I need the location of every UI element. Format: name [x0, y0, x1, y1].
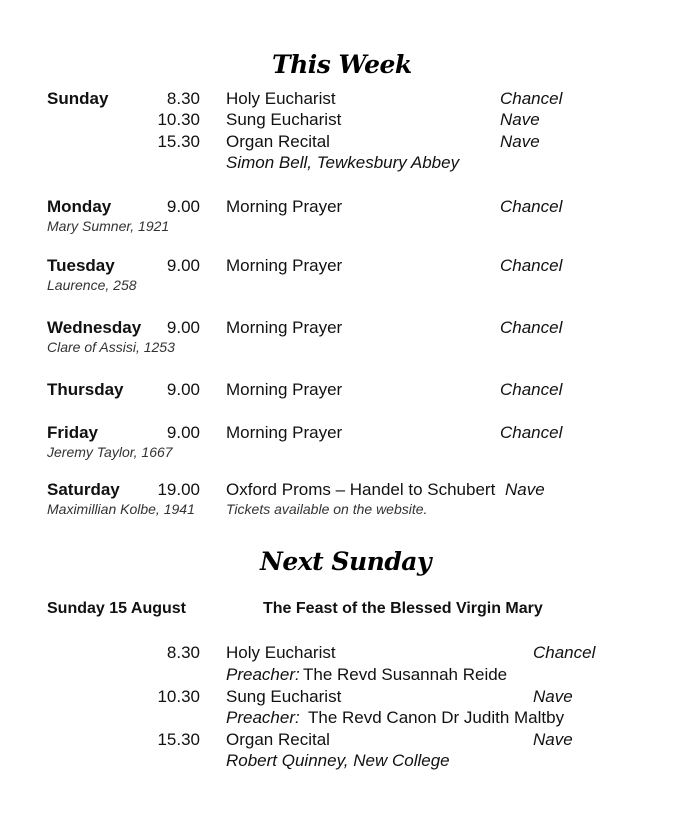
service-title: Morning Prayer	[226, 256, 343, 275]
service-location: Chancel	[500, 197, 563, 216]
day-label-monday: Monday	[47, 197, 112, 216]
service-time: 8.30	[166, 643, 200, 662]
feast-title: The Feast of the Blessed Virgin Mary	[263, 600, 543, 617]
day-label-thursday: Thursday	[47, 380, 124, 399]
preacher-label: Preacher:	[226, 665, 300, 684]
service-time: 8.30	[166, 89, 200, 108]
performer-note: Simon Bell, Tewkesbury Abbey	[226, 153, 460, 172]
service-location: Chancel	[533, 643, 596, 662]
service-title: Morning Prayer	[226, 318, 343, 337]
service-title: Holy Eucharist	[226, 643, 336, 662]
service-time: 19.00	[157, 480, 200, 499]
tickets-note: Tickets available on the website.	[226, 501, 428, 517]
service-time: 10.30	[157, 687, 200, 706]
service-location: Nave	[533, 730, 573, 749]
commemoration: Mary Sumner, 1921	[47, 218, 170, 234]
service-title: Oxford Proms – Handel to Schubert	[226, 480, 496, 499]
day-label-wednesday: Wednesday	[47, 318, 142, 337]
service-title: Sung Eucharist	[226, 110, 342, 129]
commemoration: Maximillian Kolbe, 1941	[47, 501, 195, 517]
performer-note: Robert Quinney, New College	[226, 751, 450, 770]
service-location: Nave	[500, 110, 540, 129]
this-week-heading: This Week	[272, 50, 412, 79]
service-location: Chancel	[500, 318, 563, 337]
service-time: 9.00	[166, 380, 200, 399]
service-title: Organ Recital	[226, 132, 330, 151]
day-label-tuesday: Tuesday	[47, 256, 115, 275]
day-label-friday: Friday	[47, 423, 99, 442]
service-title: Morning Prayer	[226, 197, 343, 216]
day-label-saturday: Saturday	[47, 480, 120, 499]
service-location: Nave	[500, 132, 540, 151]
preacher-label: Preacher:	[226, 708, 300, 727]
service-title: Holy Eucharist	[226, 89, 336, 108]
service-title: Morning Prayer	[226, 380, 343, 399]
service-title: Sung Eucharist	[226, 687, 342, 706]
service-time: 15.30	[157, 132, 200, 151]
next-sunday-date: Sunday 15 August	[47, 600, 186, 617]
next-sunday-heading: Next Sunday	[260, 547, 432, 576]
service-time: 9.00	[166, 423, 200, 442]
commemoration: Jeremy Taylor, 1667	[47, 444, 173, 460]
service-title: Organ Recital	[226, 730, 330, 749]
service-time: 9.00	[166, 318, 200, 337]
day-label-sunday: Sunday	[47, 89, 109, 108]
service-location: Chancel	[500, 380, 563, 399]
service-time: 10.30	[157, 110, 200, 129]
service-location: Chancel	[500, 423, 563, 442]
service-location: Nave	[533, 687, 573, 706]
service-time: 15.30	[157, 730, 200, 749]
preacher-name: The Revd Canon Dr Judith Maltby	[308, 708, 565, 727]
service-location: Chancel	[500, 256, 563, 275]
service-time: 9.00	[166, 256, 200, 275]
service-title: Morning Prayer	[226, 423, 343, 442]
service-location: Nave	[505, 480, 545, 499]
commemoration: Clare of Assisi, 1253	[47, 339, 175, 355]
commemoration: Laurence, 258	[47, 277, 137, 293]
service-location: Chancel	[500, 89, 563, 108]
service-time: 9.00	[166, 197, 200, 216]
preacher-name: The Revd Susannah Reide	[303, 665, 508, 684]
